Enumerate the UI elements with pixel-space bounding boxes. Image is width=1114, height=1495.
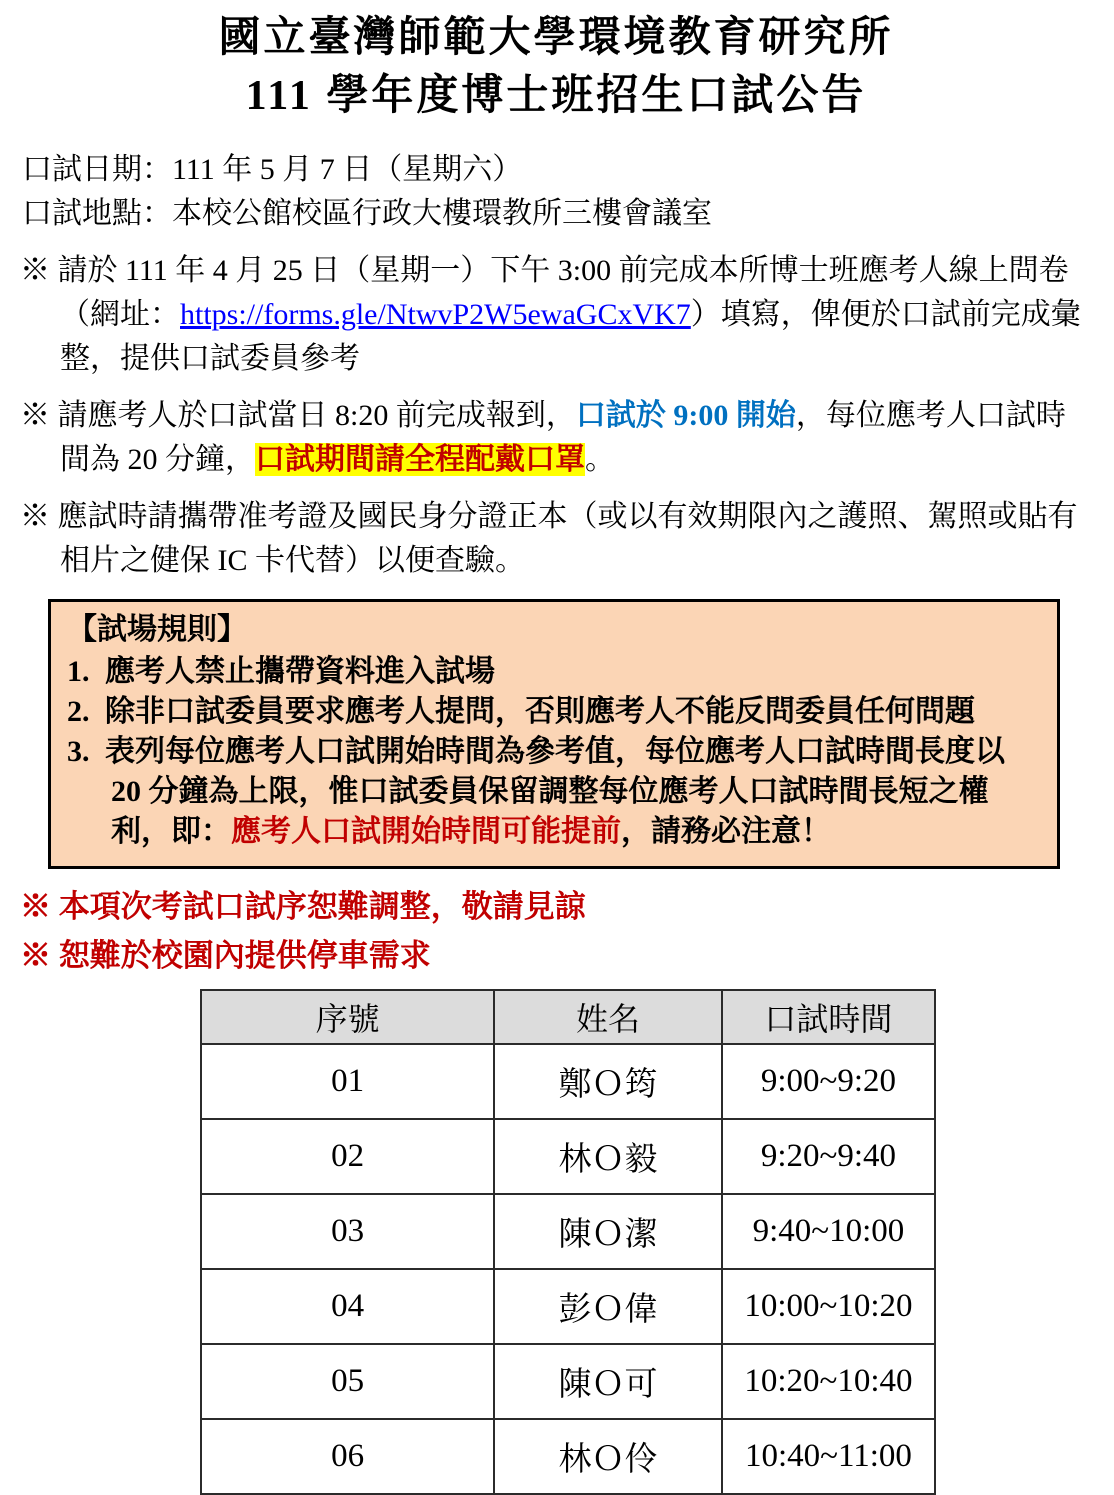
cell-time: 10:00~10:20 (722, 1269, 935, 1344)
rule-number: 1. (67, 655, 90, 689)
rule-item-1 (67, 652, 1039, 692)
exam-date-line: 口試日期：111 年 5 月 7 日（星期六） (22, 152, 523, 186)
exam-start-time-emphasis: 口試於 9:00 開始 (575, 398, 796, 432)
cell-time: 9:40~10:00 (722, 1194, 935, 1269)
reference-mark: ※ (20, 888, 51, 924)
reference-mark: ※ (20, 937, 51, 973)
cell-name: 陳Ｏ可 (494, 1344, 722, 1419)
note-checkin (20, 394, 1092, 483)
column-header-seq: 序號 (201, 990, 494, 1044)
table-row (201, 1119, 935, 1194)
table-row (201, 1194, 935, 1269)
survey-link[interactable]: https://forms.gle/NtwvP2W5ewaGCxVK7 (180, 298, 691, 332)
rules-box-title: 【試場規則】 (67, 613, 247, 647)
rule-early-start-warning: 應考人口試開始時間可能提前 (231, 814, 621, 848)
rule-number: 2. (67, 695, 90, 729)
rule-text: 表列每位應考人口試開始時間為參考值，每位應考人口試時間長度以 20 分鐘為上限，惟口試委員保留調整每位應考人口試時間長短之權利，即： (105, 735, 1005, 848)
cell-name: 林Ｏ毅 (494, 1119, 722, 1194)
red-notes-block (20, 887, 1092, 977)
cell-seq: 04 (201, 1269, 494, 1344)
note-no-parking-text: 恕難於校園內提供停車需求 (58, 937, 431, 973)
note-checkin-pre: 請應考人於口試當日 8:20 前完成報到， (57, 398, 576, 432)
cell-name: 陳Ｏ潔 (494, 1194, 722, 1269)
cell-time: 10:40~11:00 (722, 1419, 935, 1494)
note-id-check-text: 應試時請攜帶准考證及國民身分證正本（或以有效期限內之護照、駕照或貼有相片之健保 IC 卡代替）以便查驗。 (57, 499, 1078, 578)
note-no-reschedule-text: 本項次考試口試序恕難調整，敬請見諒 (58, 888, 586, 924)
mask-requirement-highlight: 口試期間請全程配戴口罩 (255, 443, 585, 477)
cell-time: 9:00~9:20 (722, 1044, 935, 1119)
note-online-survey-post: ）填寫，俾便於口試前完成彙整，提供口試委員參考 (60, 298, 1081, 376)
cell-name: 彭Ｏ偉 (494, 1269, 722, 1344)
cell-seq: 01 (201, 1044, 494, 1119)
exam-room-rules-box (48, 599, 1060, 868)
document-title-line1: 國立臺灣師範大學環境教育研究所 (218, 15, 894, 61)
cell-name: 鄭Ｏ筠 (494, 1044, 722, 1119)
note-no-parking (20, 936, 1092, 977)
note-id-check (20, 495, 1092, 584)
cell-seq: 06 (201, 1419, 494, 1494)
note-online-survey (20, 249, 1092, 382)
column-header-time: 口試時間 (722, 990, 935, 1044)
cell-time: 9:20~9:40 (722, 1119, 935, 1194)
table-row (201, 1419, 935, 1494)
cell-seq: 02 (201, 1119, 494, 1194)
cell-seq: 05 (201, 1344, 494, 1419)
table-row (201, 1269, 935, 1344)
note-checkin-post: 。 (585, 443, 615, 477)
document-title-line2: 111 學年度博士班招生口試公告 (245, 72, 867, 119)
note-checkin-mid: ，每位應考人口試時間為 20 分鐘， (60, 398, 1066, 477)
cell-name: 林Ｏ伶 (494, 1419, 722, 1494)
note-no-reschedule (20, 887, 1092, 928)
cell-seq: 03 (201, 1194, 494, 1269)
note-online-survey-pre: 請於 111 年 4 月 25 日（星期一）下午 3:00 前完成本所博士班應考人線上問卷（網址： (57, 253, 1069, 332)
rule-item-3 (67, 732, 1039, 852)
rule-text: 應考人禁止攜帶資料進入試場 (105, 655, 495, 689)
schedule-table (200, 989, 936, 1495)
exam-location-line: 口試地點：本校公館校區行政大樓環教所三樓會議室 (22, 197, 712, 231)
rule-text: 除非口試委員要求應考人提問，否則應考人不能反問委員任何問題 (105, 695, 975, 729)
exam-info-block (20, 148, 1092, 237)
reference-mark: ※ (20, 398, 50, 432)
rule-number: 3. (67, 735, 90, 769)
column-header-name: 姓名 (494, 990, 722, 1044)
rule-item-2 (67, 692, 1039, 732)
schedule-header-row (201, 990, 935, 1044)
rule-text-post: ，請務必注意！ (621, 814, 831, 848)
reference-mark: ※ (20, 253, 50, 287)
table-row (201, 1044, 935, 1119)
reference-mark: ※ (20, 499, 50, 533)
cell-time: 10:20~10:40 (722, 1344, 935, 1419)
table-row (201, 1344, 935, 1419)
